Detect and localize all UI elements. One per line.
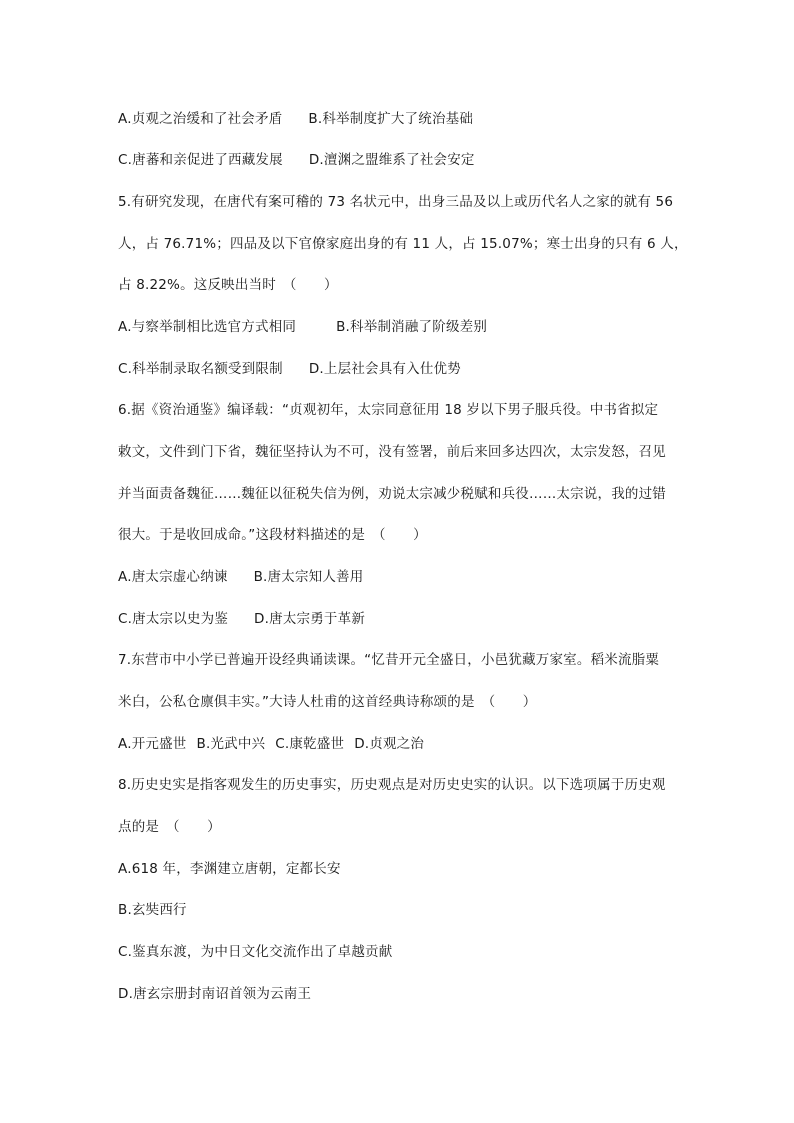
q7-option-b[interactable]: B.光武中兴	[196, 736, 266, 752]
q4-options-row-2	[118, 151, 475, 169]
q5-stem-line-3: 占 8.22%。这反映出当时 （ ）	[118, 277, 338, 293]
q7-option-d[interactable]: D.贞观之治	[354, 736, 425, 752]
q8-option-b[interactable]: B.玄奘西行	[118, 902, 187, 918]
q6-option-d[interactable]: D.唐太宗勇于革新	[254, 611, 366, 627]
q6-options-row-2	[118, 610, 365, 628]
q6-stem-line-3: 并当面责备魏征……魏征以征税失信为例，劝说太宗减少税赋和兵役……太宗说，我的过错	[118, 486, 666, 502]
q4-option-a[interactable]: A.贞观之治缓和了社会矛盾	[118, 111, 283, 127]
q5-stem-line-1: 5.有研究发现，在唐代有案可稽的 73 名状元中，出身三品及以上或历代名人之家的就有 56	[118, 194, 674, 210]
q7-stem-line-2: 米白，公私仓廪俱丰实。”大诗人杜甫的这首经典诗称颂的是 （ ）	[118, 694, 537, 710]
q5-option-b[interactable]: B.科举制消融了阶级差别	[336, 319, 488, 335]
q6-stem-line-1: 6.据《资治通鉴》编译载：“贞观初年，太宗同意征用 18 岁以下男子服兵役。中书省拟定	[118, 402, 659, 418]
q6-option-a[interactable]: A.唐太宗虚心纳谏	[118, 569, 228, 585]
q5-option-c[interactable]: C.科举制录取名额受到限制	[118, 361, 283, 377]
q5-option-d[interactable]: D.上层社会具有入仕优势	[308, 361, 461, 377]
q4-option-d[interactable]: D.澶渊之盟维系了社会安定	[308, 152, 475, 168]
q6-options-row-1	[118, 568, 363, 586]
q5-options-row-1	[118, 318, 487, 336]
q5-option-a[interactable]: A.与察举制相比选官方式相同	[118, 319, 297, 335]
q8-stem-line-2: 点的是 （ ）	[118, 819, 221, 835]
q4-option-b[interactable]: B.科举制度扩大了统治基础	[308, 111, 474, 127]
q8-option-d[interactable]: D.唐玄宗册封南诏首领为云南王	[118, 986, 312, 1002]
q5-options-row-2	[118, 360, 461, 378]
q7-option-a[interactable]: A.开元盛世	[118, 736, 187, 752]
q7-options-row	[118, 735, 424, 753]
q7-stem-line-1: 7.东营市中小学已普遍开设经典诵读课。“忆昔开元全盛日，小邑犹藏万家室。稻米流脂粟	[118, 652, 660, 668]
q6-stem-line-4: 很大。于是收回成命。”这段材料描述的是 （ ）	[118, 527, 427, 543]
q4-option-c[interactable]: C.唐蕃和亲促进了西藏发展	[118, 152, 283, 168]
q6-stem-line-2: 敕文，文件到门下省，魏征坚持认为不可，没有签署，前后来回多达四次，太宗发怒，召见	[118, 444, 666, 460]
q8-stem-line-1: 8.历史史实是指客观发生的历史事实，历史观点是对历史史实的认识。以下选项属于历史观	[118, 777, 666, 793]
q7-option-c[interactable]: C.康乾盛世	[275, 736, 345, 752]
q4-options-row-1	[118, 110, 473, 128]
q5-stem-line-2: 人，占 76.71%；四品及以下官僚家庭出身的有 11 人，占 15.07%；寒士出身的只有 6 人，	[118, 236, 688, 252]
q8-option-a[interactable]: A.618 年，李渊建立唐朝，定都长安	[118, 861, 341, 877]
q6-option-b[interactable]: B.唐太宗知人善用	[253, 569, 364, 585]
q6-option-c[interactable]: C.唐太宗以史为鉴	[118, 611, 229, 627]
q8-option-c[interactable]: C.鉴真东渡，为中日文化交流作出了卓越贡献	[118, 944, 393, 960]
